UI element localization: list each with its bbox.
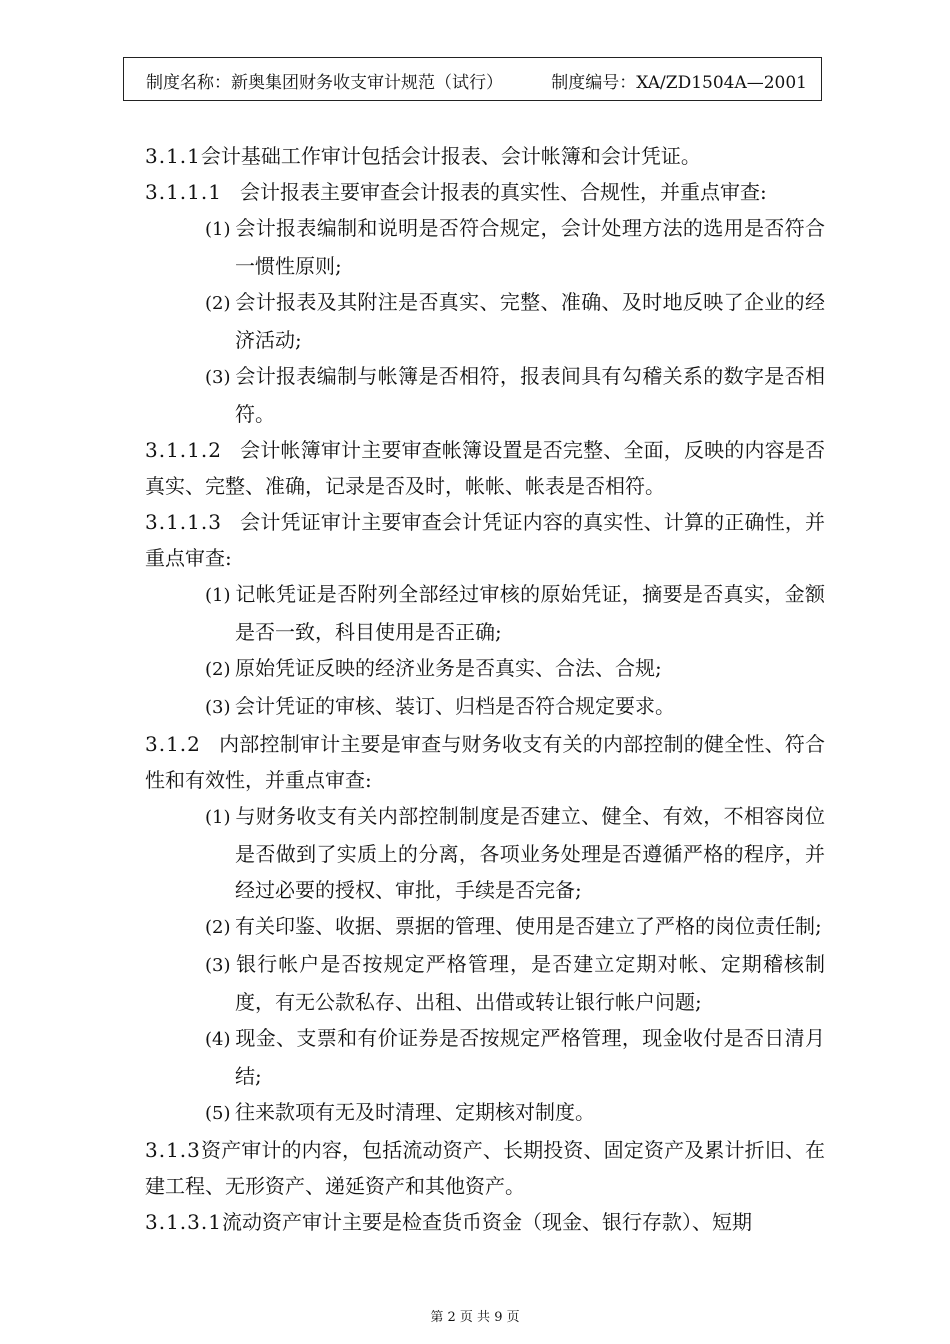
section-text: 会计报表主要审查会计报表的真实性、合规性，并重点审查: (239, 180, 767, 204)
list-item-text: 会计凭证的审核、装订、归档是否符合规定要求。 (235, 694, 675, 718)
list-marker: (2) (205, 659, 231, 680)
section-paragraph (145, 432, 825, 504)
section-text: 流动资产审计主要是检查货币资金（现金、银行存款）、短期 (221, 1210, 752, 1234)
regulation-number: 制度编号：XA/ZD1504A—2001 (551, 73, 807, 93)
section-text: 会计凭证审计主要审查会计凭证内容的真实性、计算的正确性，并重点审查: (145, 510, 825, 570)
footer-middle: 页 共 (459, 1310, 491, 1325)
list-item-text: 银行帐户是否按规定严格管理，是否建立定期对帐、定期稽核制度，有无公款私存、出租、出借或转让银行帐户问题; (235, 952, 825, 1014)
section-paragraph (145, 1132, 825, 1204)
list-marker: (3) (205, 697, 231, 718)
document-header (123, 57, 822, 101)
list-item-text: 现金、支票和有价证券是否按规定严格管理，现金收付是否日清月结; (235, 1026, 825, 1088)
list-item (205, 688, 825, 726)
list-item-text: 会计报表编制与帐簿是否相符，报表间具有勾稽关系的数字是否相符。 (235, 364, 825, 426)
footer-suffix: 页 (506, 1310, 520, 1325)
list-marker: (1) (205, 807, 231, 828)
list-marker: (2) (205, 293, 231, 314)
section-text: 会计帐簿审计主要审查帐簿设置是否完整、全面，反映的内容是否真实、完整、准确，记录是否及时，帐帐、帐表是否相符。 (145, 438, 825, 498)
section-paragraph (145, 726, 825, 798)
list-item (205, 650, 825, 688)
section-paragraph (145, 504, 825, 576)
section-number: 3.1.1 (145, 144, 201, 168)
page-footer (0, 1306, 950, 1325)
document-body (145, 138, 825, 1240)
footer-page: 2 (447, 1310, 456, 1325)
footer-prefix: 第 (430, 1310, 444, 1325)
footer-total: 9 (494, 1310, 503, 1325)
section-number: 3.1.1.3 (145, 510, 222, 534)
list-item (205, 284, 825, 358)
section-paragraph (145, 1204, 825, 1240)
list-item (205, 946, 825, 1020)
section-text: 资产审计的内容，包括流动资产、长期投资、固定资产及累计折旧、在建工程、无形资产、递延资产和其他资产。 (145, 1138, 825, 1198)
list-item-text: 会计报表编制和说明是否符合规定，会计处理方法的选用是否符合一惯性原则; (235, 216, 825, 278)
list-item (205, 210, 825, 284)
list-marker: (2) (205, 917, 231, 938)
regulation-name: 制度名称：新奥集团财务收支审计规范（试行） (146, 73, 503, 93)
list-marker: (1) (205, 219, 231, 240)
section-paragraph (145, 138, 825, 174)
list-item (205, 1094, 825, 1132)
section-text: 会计基础工作审计包括会计报表、会计帐簿和会计凭证。 (200, 144, 701, 168)
list-item-text: 与财务收支有关内部控制制度是否建立、健全、有效，不相容岗位是否做到了实质上的分离，各项业务处理是否遵循严格的程序，并经过必要的授权、审批，手续是否完备; (235, 804, 825, 902)
list-item-text: 原始凭证反映的经济业务是否真实、合法、合规; (235, 656, 662, 680)
section-number: 3.1.2 (145, 732, 201, 756)
list-marker: (4) (205, 1029, 231, 1050)
section-number: 3.1.3.1 (145, 1210, 222, 1234)
section-paragraph (145, 174, 825, 210)
list-marker: (1) (205, 585, 231, 606)
list-item (205, 1020, 825, 1094)
list-marker: (3) (205, 955, 231, 976)
list-item-text: 往来款项有无及时清理、定期核对制度。 (235, 1100, 595, 1124)
list-item-text: 有关印鉴、收据、票据的管理、使用是否建立了严格的岗位责任制; (235, 914, 822, 938)
section-number: 3.1.1.2 (145, 438, 222, 462)
list-item-text: 记帐凭证是否附列全部经过审核的原始凭证，摘要是否真实，金额是否一致，科目使用是否正确; (235, 582, 825, 644)
list-item-text: 会计报表及其附注是否真实、完整、准确、及时地反映了企业的经济活动; (235, 290, 825, 352)
list-item (205, 798, 825, 908)
list-marker: (5) (205, 1103, 231, 1124)
section-number: 3.1.3 (145, 1138, 201, 1162)
list-marker: (3) (205, 367, 231, 388)
section-text: 内部控制审计主要是审查与财务收支有关的内部控制的健全性、符合性和有效性，并重点审查: (145, 732, 825, 792)
list-item (205, 576, 825, 650)
section-number: 3.1.1.1 (145, 180, 222, 204)
list-item (205, 358, 825, 432)
list-item (205, 908, 825, 946)
